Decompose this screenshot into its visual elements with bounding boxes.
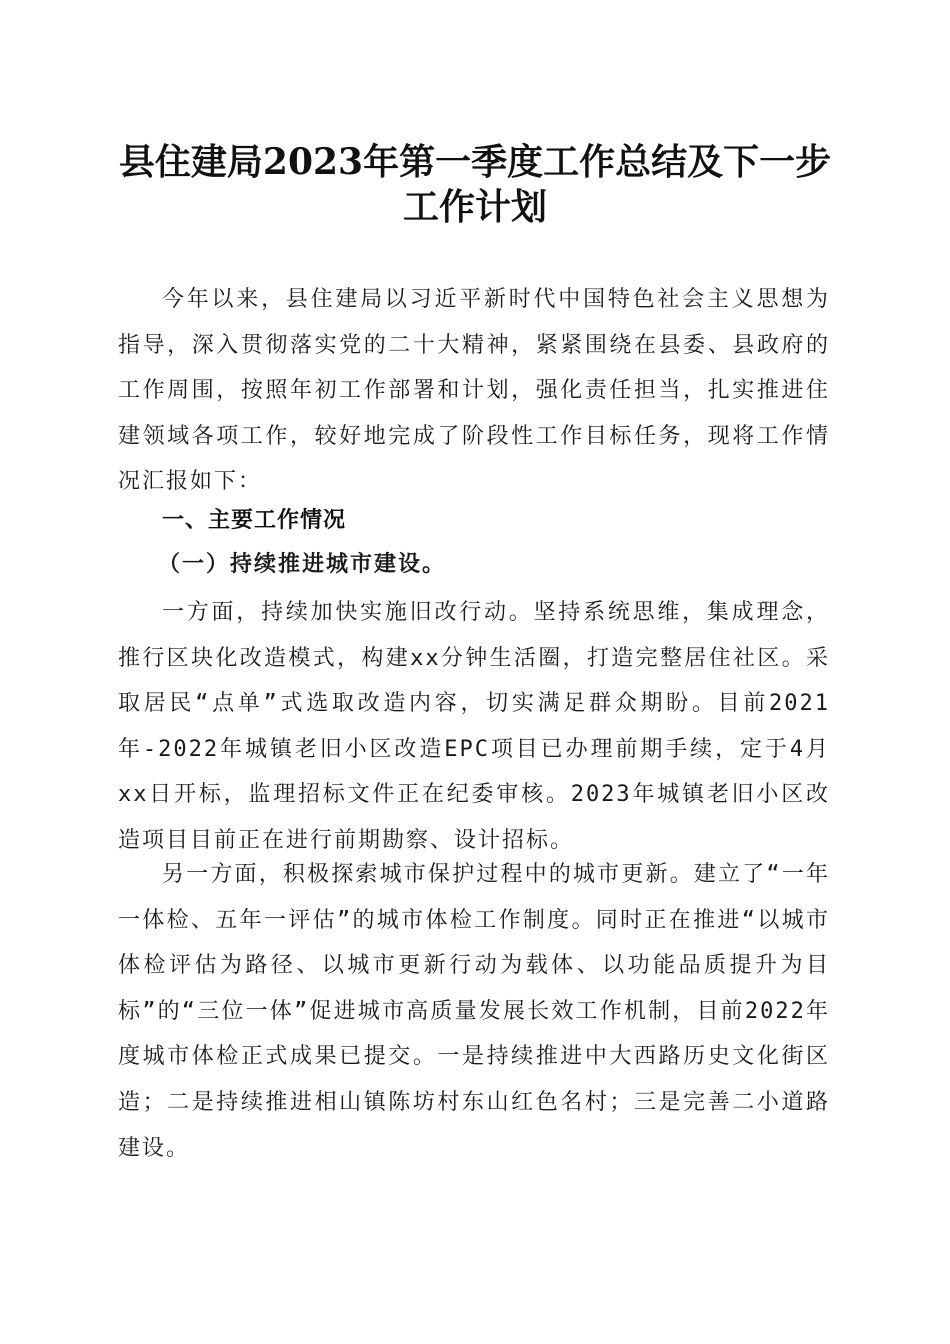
document-title-line-1: 县住建局2023年第一季度工作总结及下一步 bbox=[118, 141, 832, 183]
section-heading-main-work: 一、主要工作情况 bbox=[162, 508, 347, 533]
paragraph-city-renewal: 另一方面，积极探索城市保护过程中的城市更新。建立了“一年一体检、五年一评估”的城市体检工作制度。同时正在推进“以城市体检评估为路径、以城市更新行动为载体、以功能品质提升为目标”的“三位一体”促进城市高质量发展长效工作机制，目前2022年度城市体检正式成果已提交。一是持续推进中大西路历史文化街区造；二是持续推进相山镇陈坊村东山红色名村；三是完善二小道路建设。 bbox=[118, 862, 830, 1161]
intro-paragraph: 今年以来，县住建局以习近平新时代中国特色社会主义思想为指导，深入贯彻落实党的二十大精神，紧紧围绕在县委、县政府的工作周围，按照年初工作部署和计划，强化责任担当，扎实推进住建领域各项工作，较好地完成了阶段性工作目标任务，现将工作情况汇报如下： bbox=[118, 287, 830, 495]
subsection-heading-city-construction: （一）持续推进城市建设。 bbox=[158, 552, 447, 577]
document-title-line-2: 工作计划 bbox=[402, 186, 547, 228]
paragraph-old-renovation: 一方面，持续加快实施旧改行动。坚持系统思维，集成理念，推行区块化改造模式，构建xx分钟生活圈，打造完整居住社区。采取居民“点单”式选取改造内容，切实满足群众期盼。目前2021年-2022年城镇老旧小区改造EPC项目已办理前期手续，定于4月xx日开标，监理招标文件正在纪委审核。2023年城镇老旧小区改造项目目前正在进行前期勘察、设计招标。 bbox=[118, 600, 830, 853]
